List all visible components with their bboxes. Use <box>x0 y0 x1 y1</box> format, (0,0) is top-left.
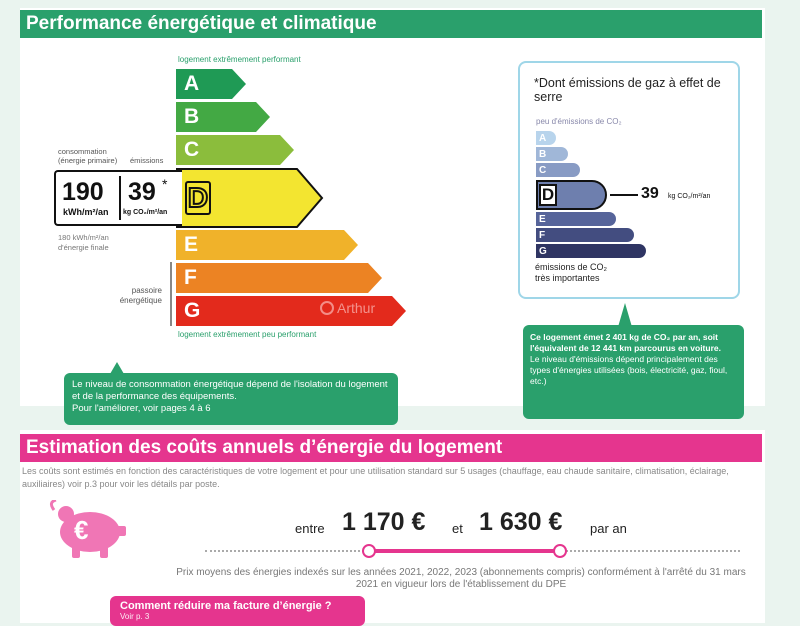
emissions-unit: kg CO₂/m²/an <box>123 209 168 216</box>
energy-class-a <box>176 69 246 99</box>
ghg-class-d-current <box>536 180 608 210</box>
piggy-bank-icon <box>44 500 130 560</box>
ghg-class-g <box>536 244 646 258</box>
watermark-text: Arthur <box>337 300 376 316</box>
cost-note: Prix moyens des énergies indexés sur les années 2021, 2022, 2023 (abonnements compris) conformément à l'arrêté du 31 mars 2021 en vigueur lors de l'établissement du DPE <box>176 567 746 590</box>
emissions-label: émissions <box>130 156 164 165</box>
energy-info-box <box>64 373 398 425</box>
ghg-value: 39 <box>641 185 659 202</box>
energy-class-f-letter: F <box>184 266 197 289</box>
ghg-class-d-letter: D <box>541 185 555 204</box>
cost-range-max-marker <box>553 544 567 558</box>
energy-class-a-letter: A <box>184 72 200 95</box>
cost-range-bar <box>370 549 560 553</box>
ghg-class-a <box>536 131 556 145</box>
cost-range-min-marker <box>362 544 376 558</box>
reduce-bill-title: Comment réduire ma facture d’énergie ? <box>120 600 332 612</box>
passoire-bracket <box>170 262 172 326</box>
ghg-pointer-line <box>610 194 638 196</box>
energy-class-b-letter: B <box>184 105 200 128</box>
energy-class-d-letter: D <box>187 182 209 213</box>
cost-between: entre <box>295 521 325 536</box>
energy-class-f <box>176 263 382 293</box>
ghg-class-g-letter: G <box>539 245 547 257</box>
costs-title: Estimation des coûts annuels d’énergie du logement <box>20 434 762 462</box>
ghg-info-box <box>523 325 744 419</box>
cost-min: 1 170 € <box>342 508 426 536</box>
reduce-bill-sub: Voir p. 3 <box>120 612 150 621</box>
ghg-info-pointer <box>618 303 632 327</box>
ghg-title: *Dont émissions de gaz à effet de serre <box>534 76 721 104</box>
final-energy-note: 180 kWh/m²/an d'énergie finale <box>58 233 109 252</box>
energy-top-label: logement extrêmement performant <box>178 55 301 64</box>
ghg-class-c-letter: C <box>539 164 547 176</box>
energy-class-e <box>176 230 358 260</box>
energy-title: Performance énergétique et climatique <box>20 10 762 38</box>
energy-class-c-letter: C <box>184 138 200 161</box>
ghg-top-label: peu d'émissions de CO₂ <box>536 117 622 126</box>
passoire-label: passoire énergétique <box>119 286 162 305</box>
energy-class-g-letter: G <box>184 299 201 322</box>
energy-bottom-label: logement extrêmement peu performant <box>178 330 317 339</box>
ghg-info-text-bold: Ce logement émet 2 401 kg de CO₂ par an, soit l'équivalent de 12 441 km parcourus en voiture. <box>530 332 721 353</box>
ghg-class-b-letter: B <box>539 148 547 160</box>
reduce-bill-button[interactable] <box>110 596 365 626</box>
ghg-class-f-letter: F <box>539 229 546 241</box>
ghg-class-a-letter: A <box>539 132 547 144</box>
costs-description: Les coûts sont estimés en fonction des caractéristiques de votre logement et pour une utilisation standard sur 5 usages (chauffage, eau chaude sanitaire, climatisation, éclairage, auxiliaires) voir p.3 pour voir les détails par poste. <box>22 466 729 489</box>
ghg-bottom-label: émissions de CO₂ très importantes <box>535 262 608 283</box>
energy-class-c <box>176 135 294 165</box>
consumption-value: 190 <box>62 178 104 206</box>
energy-class-d-current <box>176 168 324 228</box>
energy-info-text: Le niveau de consommation énergétique dépend de l'isolation du logement et de la performance des équipements. Pour l'améliorer, voir pages 4 à 6 <box>72 379 388 414</box>
consumption-label: consommation (énergie primaire) <box>58 147 118 165</box>
emissions-star: * <box>162 176 168 192</box>
ghg-class-b <box>536 147 568 161</box>
cost-and: et <box>452 521 463 536</box>
ghg-info-text: Le niveau d'émissions dépend principalement des types d'énergies utilisées (bois, électricité, gaz, fioul, etc.) <box>530 354 728 386</box>
energy-values-divider <box>119 176 121 220</box>
watermark-icon <box>320 301 334 315</box>
emissions-value: 39 <box>128 178 156 206</box>
ghg-class-f <box>536 228 634 242</box>
ghg-class-c <box>536 163 580 177</box>
watermark <box>320 300 375 316</box>
energy-class-e-letter: E <box>184 233 199 256</box>
energy-class-d-letter-box <box>185 181 211 215</box>
cost-per-year: par an <box>590 521 627 536</box>
ghg-class-d-letter-box <box>539 184 557 206</box>
consumption-unit: kWh/m²/an <box>63 207 109 217</box>
ghg-class-e <box>536 212 616 226</box>
piggy-euro-symbol: € <box>74 515 89 545</box>
cost-max: 1 630 € <box>479 508 563 536</box>
ghg-unit: kg CO₂/m²/an <box>668 193 711 200</box>
energy-class-b <box>176 102 270 132</box>
ghg-class-e-letter: E <box>539 213 546 225</box>
